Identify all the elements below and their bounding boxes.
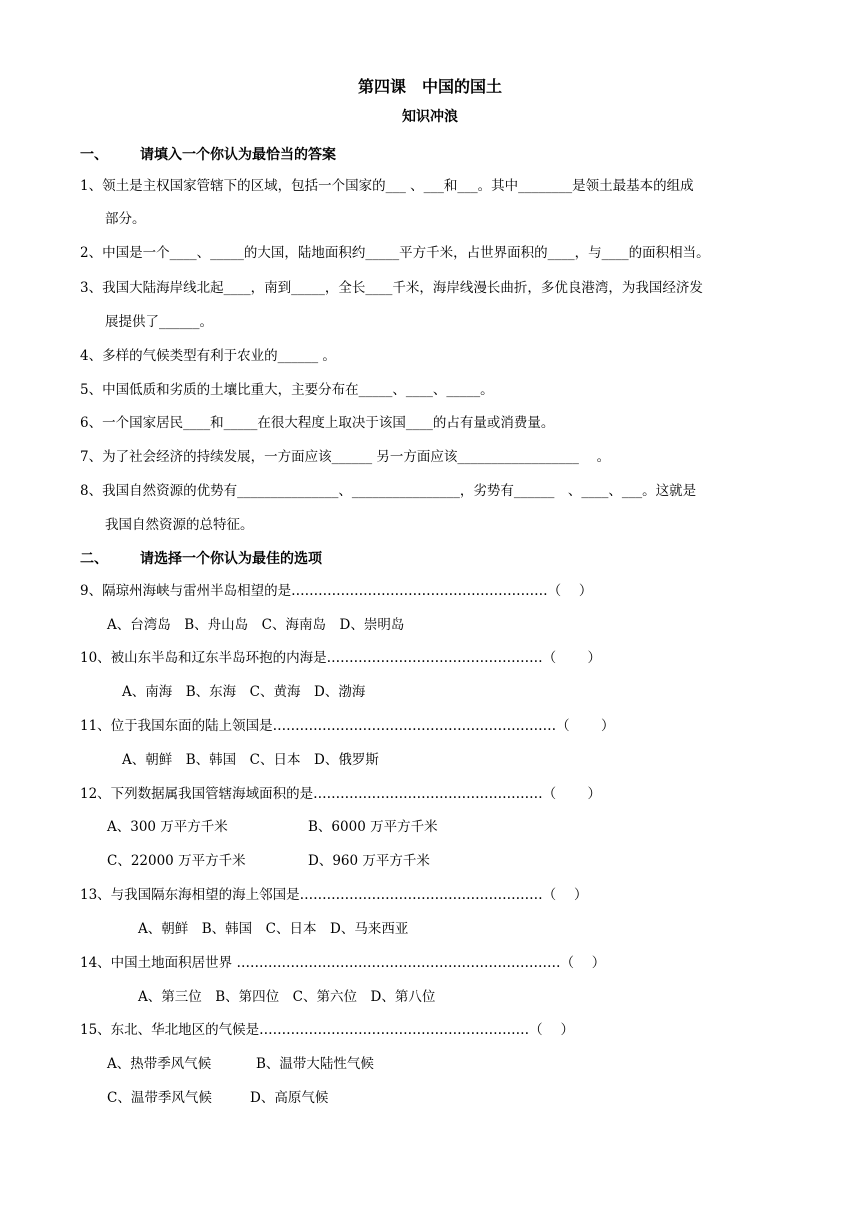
question-15-option-b: B、温带大陆性气候 — [256, 1056, 374, 1072]
question-8-line-1: 8、我国自然资源的优势有_______________、________________，劣势有______ 、____、___。这就是 — [80, 483, 697, 499]
question-15-option-d: D、高原气候 — [250, 1090, 329, 1106]
question-3-line-2: 展提供了______。 — [105, 314, 213, 330]
question-15: 15、东北、华北地区的气候是……………………………………………………（ ） — [80, 1022, 574, 1038]
question-1-line-1: 1、领土是主权国家管辖下的区域，包括一个国家的___ 、___和___。其中________是领土最基本的组成 — [80, 178, 694, 194]
question-12-option-a: A、300 万平方千米 — [107, 819, 228, 835]
question-4: 4、多样的气候类型有利于农业的______ 。 — [80, 348, 336, 364]
section-1-title: 请填入一个你认为最恰当的答案 — [140, 147, 336, 163]
section-2-heading — [80, 548, 322, 568]
question-15-option-c: C、温带季风气候 — [107, 1090, 212, 1106]
question-2: 2、中国是一个____、_____的大国，陆地面积约_____平方千米，占世界面积的____，与____的面积相当。 — [80, 245, 710, 261]
question-6: 6、一个国家居民____和_____在很大程度上取决于该国____的占有量或消费量。 — [80, 415, 555, 431]
question-1-line-2: 部分。 — [105, 211, 146, 227]
question-14: 14、中国土地面积居世界 ………………………………………………………………（ ） — [80, 955, 606, 971]
section-1-heading — [80, 144, 336, 164]
question-10-options: A、南海 B、东海 C、黄海 D、渤海 — [122, 684, 366, 700]
question-12: 12、下列数据属我国管辖海域面积的是……………………………………………（ ） — [80, 786, 601, 802]
question-11-options: A、朝鲜 B、韩国 C、日本 D、俄罗斯 — [122, 752, 379, 768]
question-13: 13、与我国隔东海相望的海上邻国是………………………………………………（ ） — [80, 887, 588, 903]
question-9: 9、隔琼州海峡与雷州半岛相望的是…………………………………………………（ ） — [80, 583, 593, 599]
question-12-option-c: C、22000 万平方千米 — [107, 853, 246, 869]
section-2-title: 请选择一个你认为最佳的选项 — [140, 551, 322, 567]
question-11: 11、位于我国东面的陆上领国是………………………………………………………（ ） — [80, 718, 615, 734]
question-3-line-1: 3、我国大陆海岸线北起____，南到_____，全长____千米，海岸线漫长曲折，多优良港湾，为我国经济发 — [80, 280, 703, 296]
page-subtitle: 知识冲浪 — [402, 109, 458, 125]
section-1-number: 一、 — [80, 147, 108, 163]
question-9-options: A、台湾岛 B、舟山岛 C、海南岛 D、崇明岛 — [107, 617, 405, 633]
page-title: 第四课 中国的国土 — [357, 77, 502, 96]
section-2-number: 二、 — [80, 551, 108, 567]
question-12-option-d: D、960 万平方千米 — [308, 853, 430, 869]
question-7: 7、为了社会经济的持续发展，一方面应该______ 另一方面应该__________________ 。 — [80, 449, 611, 465]
question-5: 5、中国低质和劣质的土壤比重大，主要分布在_____、____、_____。 — [80, 382, 494, 398]
question-15-option-a: A、热带季风气候 — [107, 1056, 212, 1072]
question-12-option-b: B、6000 万平方千米 — [308, 819, 438, 835]
question-13-options: A、朝鲜 B、韩国 C、日本 D、马来西亚 — [138, 921, 409, 937]
question-14-options: A、第三位 B、第四位 C、第六位 D、第八位 — [138, 989, 436, 1005]
question-10: 10、被山东半岛和辽东半岛环抱的内海是…………………………………………（ ） — [80, 650, 601, 666]
question-8-line-2: 我国自然资源的总特征。 — [105, 517, 254, 533]
